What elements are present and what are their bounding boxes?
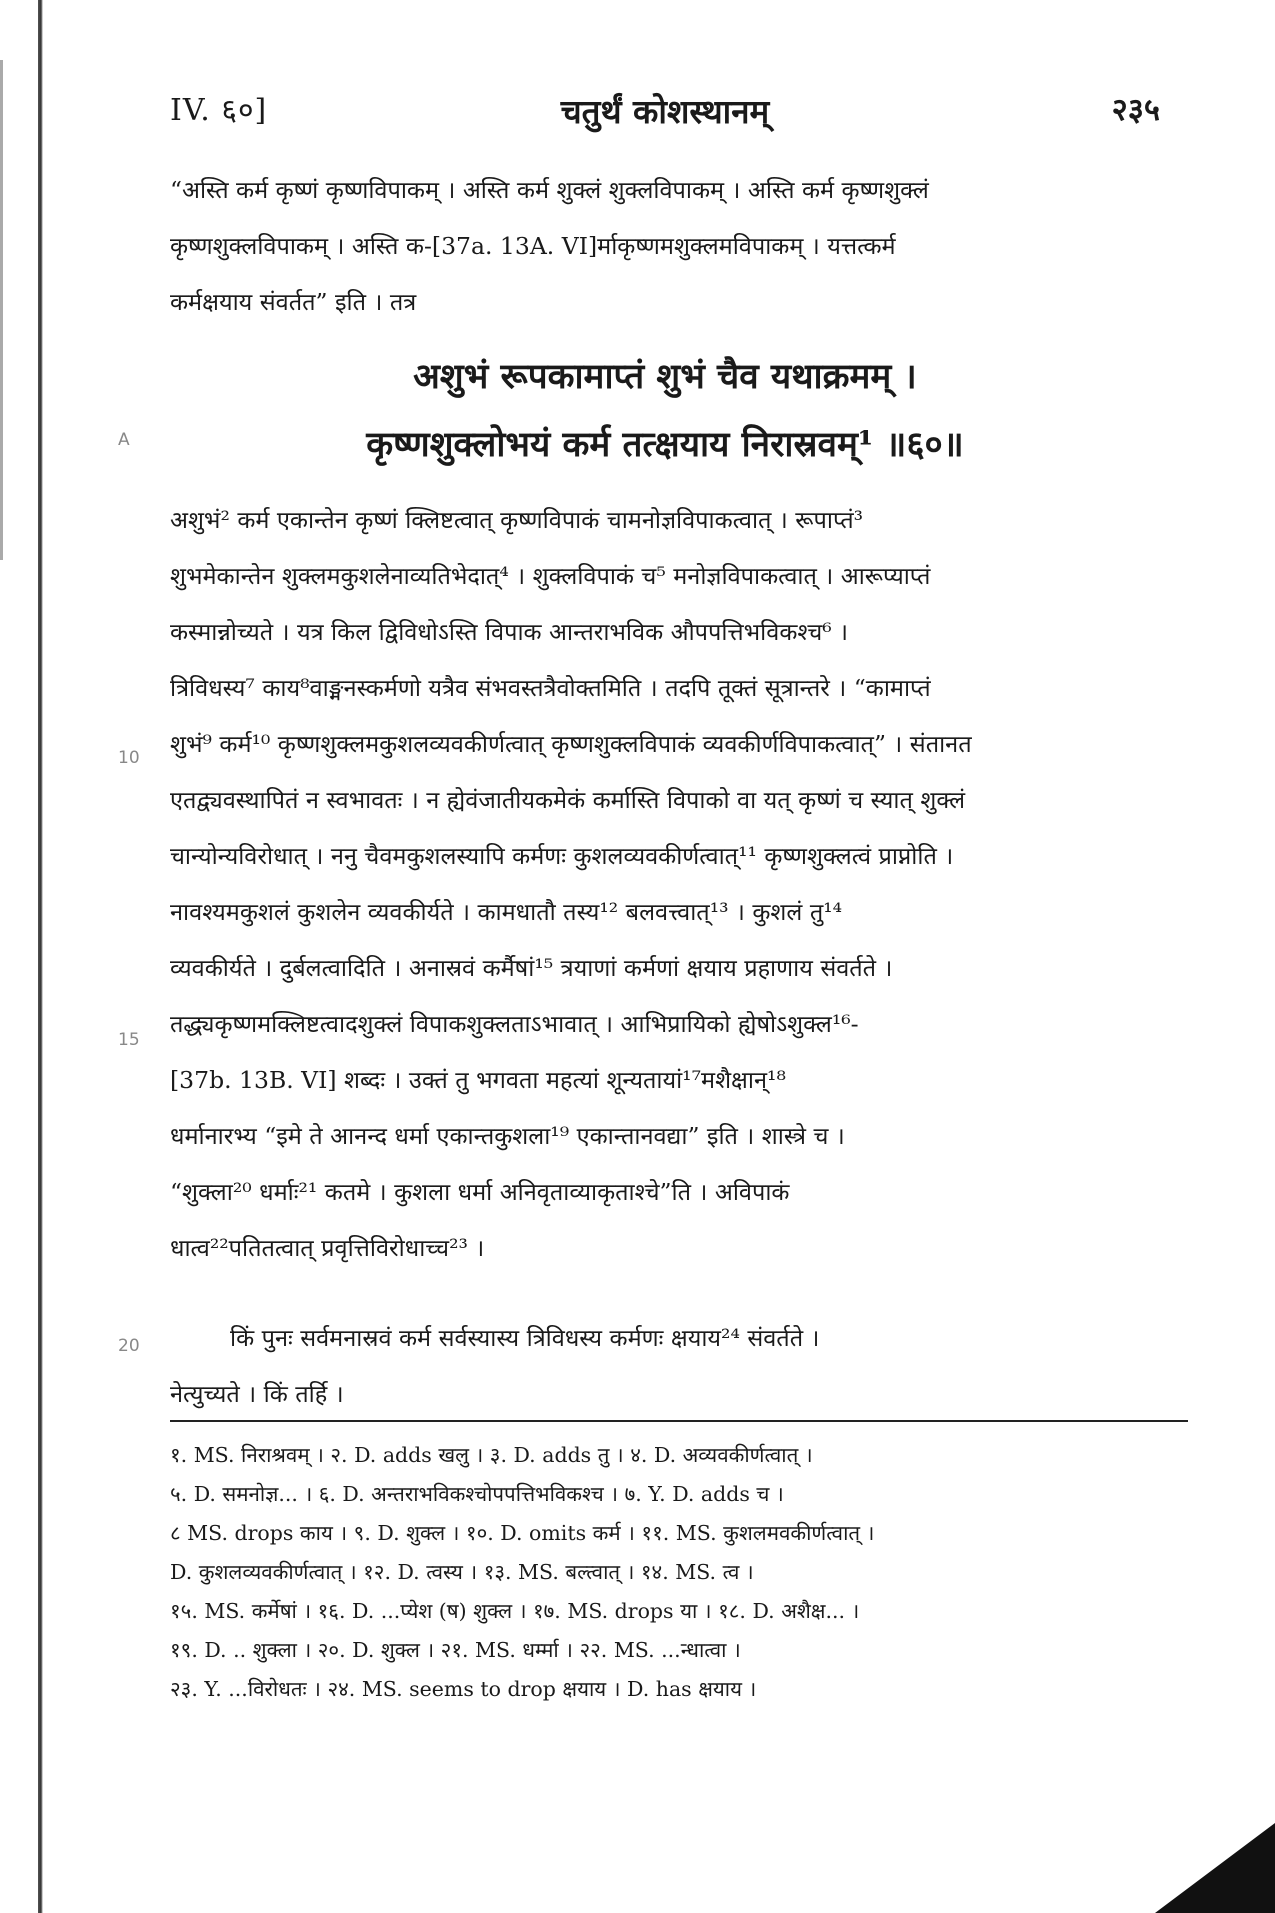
text-line: कृष्णशुक्लविपाकम् । अस्ति क-[37a. 13A. VI]र्माकृष्णमशुक्लमविपाकम् । यत्तत्कर्म [170,232,896,260]
margin-mark: 15 [118,1030,140,1050]
text-line: अशुभं² कर्म एकान्तेन कृष्णं क्लिष्टत्वात् कृष्णविपाकं चामनोज्ञविपाकत्वात् । रूपाप्तं³ [170,506,864,534]
margin-mark: 10 [118,748,140,768]
footnote-line: १५. MS. कर्मेषां । १६. D. ...प्येश (ष) शुक्ल । १७. MS. drops या । १८. D. अशैक्ष... । [170,1599,860,1623]
page-number: २३५ [1111,92,1160,128]
margin-mark: 20 [118,1336,140,1356]
text-line: नेत्युच्यते । किं तर्हि । [170,1380,344,1408]
verse-line: कृष्णशुक्लोभयं कर्म तत्क्षयाय निरास्रवम्¹ ॥६०॥ [366,424,964,465]
text-line: “अस्ति कर्म कृष्णं कृष्णविपाकम् । अस्ति कर्म शुक्लं शुक्लविपाकम् । अस्ति कर्म कृष्णशुक्लं [170,176,929,204]
text-line: [37b. 13B. VI] शब्दः । उक्तं तु भगवता महत्यां शून्यतायां¹⁷मशैक्षान्¹⁸ [170,1066,786,1094]
text-line: कस्मान्नोच्यते । यत्र किल द्विविधोऽस्ति विपाक आन्तराभविक औपपत्तिभविकश्च⁶ । [170,618,849,646]
footnote-line: २३. Y. ...विरोधतः । २४. MS. seems to drop क्षयाय । D. has क्षयाय । [170,1677,757,1701]
text-line: शुभमेकान्तेन शुक्लमकुशलेनाव्यतिभेदात्⁴ । शुक्लविपाकं च⁵ मनोज्ञविपाकत्वात् । आरूप्याप्तं [170,562,931,590]
scan-corner-shadow [1155,1823,1275,1913]
footnote-line: १९. D. .. शुक्ला । २०. D. शुक्ल । २१. MS. धर्म्मा । २२. MS. ...न्धात्वा । [170,1638,741,1662]
text-line: “शुक्ला²⁰ धर्माः²¹ कतमे । कुशला धर्मा अनिवृताव्याकृताश्चे”ति । अविपाकं [170,1178,790,1206]
text-line: तद्ध्यकृष्णमक्लिष्टत्वादशुक्लं विपाकशुक्लताऽभावात् । आभिप्रायिको ह्येषोऽशुक्ल¹⁶- [170,1010,859,1038]
text-line: किं पुनः सर्वमनास्रवं कर्म सर्वस्यास्य त्रिविधस्य कर्मणः क्षयाय²⁴ संवर्तते । [230,1324,820,1352]
text-line: त्रिविधस्य⁷ काय⁸वाङ्मनस्कर्मणो यत्रैव संभवस्तत्रैवोक्तमिति । तदपि तूक्तं सूत्रान्तरे । “कामाप्तं [170,674,931,702]
footnote-line: १. MS. निराश्रवम् । २. D. adds खलु । ३. D. adds तु । ४. D. अव्यवकीर्णत्वात् । [170,1443,813,1467]
section-reference: IV. ६०] [170,93,268,128]
text-line: धात्व²²पतितत्वात् प्रवृत्तिविरोधाच्च²³ । [170,1234,485,1262]
running-header [170,88,1160,132]
text-line: धर्मानारभ्य “इमे ते आनन्द धर्मा एकान्तकुशला¹⁹ एकान्तानवद्या” इति । शास्त्रे च । [170,1122,845,1150]
page-title: चतुर्थं कोशस्थानम् [560,92,770,131]
margin-mark: A [118,430,130,450]
text-line: शुभं⁹ कर्म¹⁰ कृष्णशुक्लमकुशलव्यवकीर्णत्वात् कृष्णशुक्लविपाकं व्यवकीर्णविपाकत्वात्” । संतानत [170,730,972,758]
scan-left-edge [38,0,43,1913]
footnote-line: ५. D. समनोज्ञ... । ६. D. अन्तराभविकश्चोपपत्तिभविकश्च । ७. Y. D. adds च । [170,1482,784,1506]
scan-left-shadow [0,60,3,560]
text-line: व्यवकीर्यते । दुर्बलत्वादिति । अनास्रवं कर्मैषां¹⁵ त्रयाणां कर्मणां क्षयाय प्रहाणाय संवर्तते । [170,954,893,982]
footnote-line: D. कुशलव्यवकीर्णत्वात् । १२. D. त्वस्य । १३. MS. बल्त्वात् । १४. MS. त्व । [170,1560,754,1584]
text-line: एतद्व्यवस्थापितं न स्वभावतः । न ह्येवंजातीयकमेकं कर्मास्ति विपाको वा यत् कृष्णं च स्यात् शुक्लं [170,786,966,814]
footnote-divider [170,1420,1188,1422]
verse-line: अशुभं रूपकामाप्तं शुभं चैव यथाक्रमम् । [413,356,917,397]
text-line: चान्योन्यविरोधात् । ननु चैवमकुशलस्यापि कर्मणः कुशलव्यवकीर्णत्वात्¹¹ कृष्णशुक्लत्वं प्राप्नोति । [170,842,954,870]
text-line: कर्मक्षयाय संवर्तत” इति । तत्र [170,288,417,316]
text-line: नावश्यमकुशलं कुशलेन व्यवकीर्यते । कामधातौ तस्य¹² बलवत्त्वात्¹³ । कुशलं तु¹⁴ [170,898,843,926]
footnote-line: ८ MS. drops काय । ९. D. शुक्ल । १०. D. omits कर्म । ११. MS. कुशलमवकीर्णत्वात् । [170,1521,875,1545]
